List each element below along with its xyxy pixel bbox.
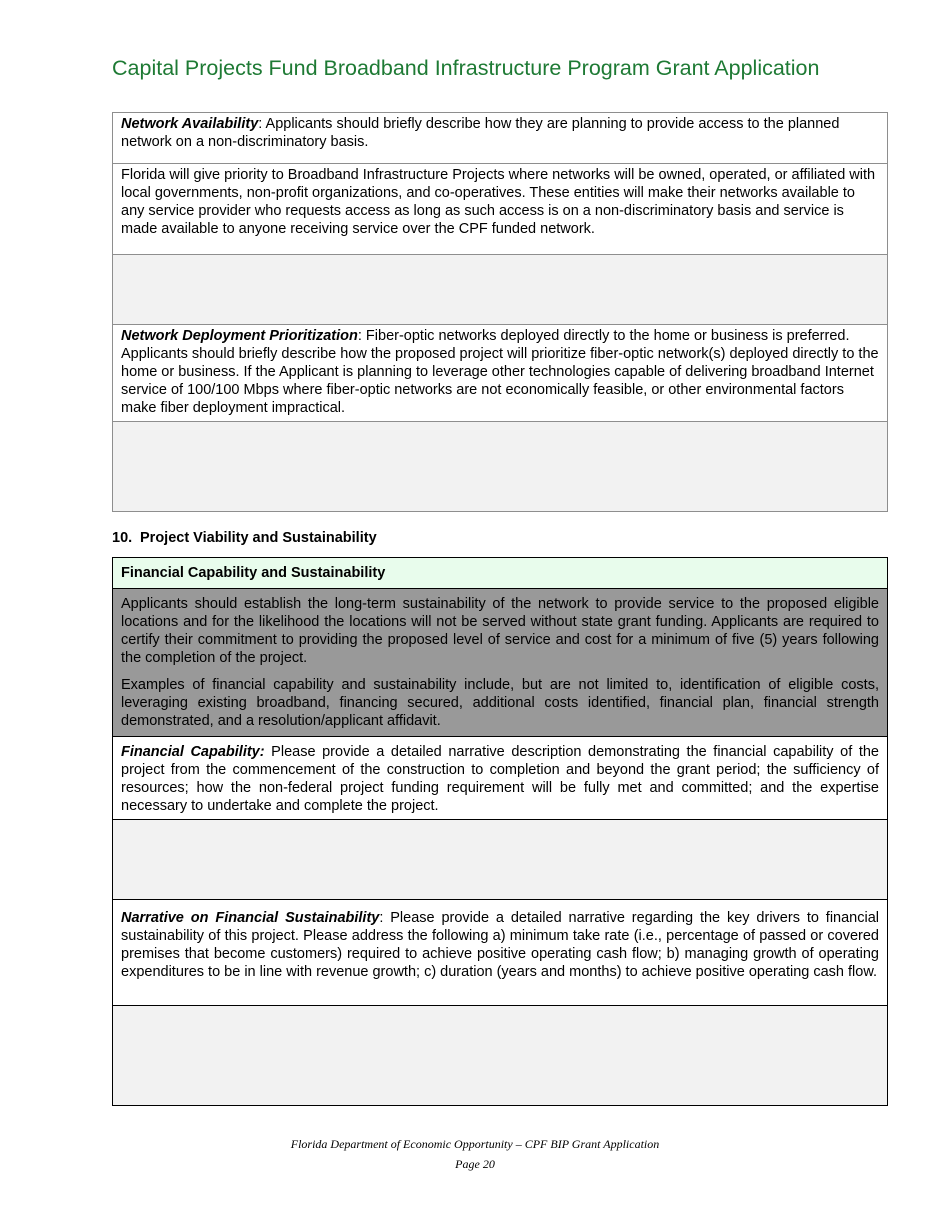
section-title: Project Viability and Sustainability xyxy=(140,530,377,546)
footer-agency: Florida Department of Economic Opportunity – CPF BIP Grant Application xyxy=(290,1137,660,1151)
network-deployment-response-field[interactable] xyxy=(113,421,887,511)
network-availability-text: : Applicants should briefly describe how they are planning to provide access to the planned network on a non-discriminatory basis. xyxy=(121,116,840,150)
financial-capability-response-field[interactable] xyxy=(113,819,887,899)
financial-capability-table xyxy=(112,557,888,1106)
network-deployment-prioritization-prompt xyxy=(113,324,887,421)
financial-sustainability-response-field[interactable] xyxy=(113,1005,887,1105)
network-requirements-table xyxy=(112,112,888,512)
financial-sustainability-prompt xyxy=(113,899,887,1005)
network-availability-response-field[interactable] xyxy=(113,254,887,324)
page-number: Page 20 xyxy=(455,1157,495,1171)
guidance-paragraph: Applicants should establish the long-term sustainability of the network to provide service to the proposed eligible locations and for the likelihood the locations will not be served without state grant funding. Applicants are required to certify their commitment to providing the proposed level of service and cost for a minimum of five (5) years following the completion of the project. xyxy=(121,596,879,666)
financial-sustainability-label: Narrative on Financial Sustainability xyxy=(121,910,380,926)
section-number: 10. xyxy=(112,530,133,546)
financial-capability-prompt xyxy=(113,736,887,819)
financial-table-header: Financial Capability and Sustainability xyxy=(113,558,887,588)
deployment-prioritization-label: Network Deployment Prioritization xyxy=(121,328,358,344)
financial-capability-label: Financial Capability: xyxy=(121,744,265,760)
guidance-paragraph: Examples of financial capability and sustainability include, but are not limited to, identification of eligible costs, leveraging existing broadband, financing secured, additional costs identified, financial plan, financial strength demonstrated, and a resolution/applicant affidavit. xyxy=(121,677,879,729)
financial-sustainability-text: : Please provide a detailed narrative regarding the key drivers to financial sustainability of this project. Please address the following a) minimum take rate (i.e., percentage of passed or covered premises that become customers) required to achieve positive operating cash flow; b) managing growth of operating expenditures to be in line with revenue growth; c) duration (years and months) to achieve positive operating cash flow. xyxy=(121,910,879,980)
financial-guidance xyxy=(113,588,887,736)
document-title: Capital Projects Fund Broadband Infrastructure Program Grant Application xyxy=(112,56,820,80)
financial-capability-text: Please provide a detailed narrative description demonstrating the financial capability of the project from the commencement of the construction to completion and beyond the grant period; the sufficiency of resources; how the non-federal project funding requirement will be fully met and committed; and the expertise necessary to undertake and complete the project. xyxy=(121,744,879,814)
network-availability-prompt xyxy=(113,113,887,163)
network-availability-label: Network Availability xyxy=(121,116,259,132)
deployment-prioritization-text: : Fiber-optic networks deployed directly to the home or business is preferred. Applicants should briefly describe how the proposed project will prioritize fiber-optic network(s) deployed directly to the home or business. If the Applicant is planning to leverage other technologies capable of delivering broadband Internet service of 100/100 Mbps where fiber-optic networks are not economically feasible, or other environmental factors make fiber deployment impractical. xyxy=(121,328,879,416)
section-heading xyxy=(112,530,377,546)
priority-note: Florida will give priority to Broadband Infrastructure Projects where networks will be owned, operated, or affiliated with local governments, non-profit organizations, and co-operatives. These entities will make their networks available to any service provider who requests access as long as such access is on a non-discriminatory basis and service is made available to anyone receiving service over the CPF funded network. xyxy=(113,163,887,254)
